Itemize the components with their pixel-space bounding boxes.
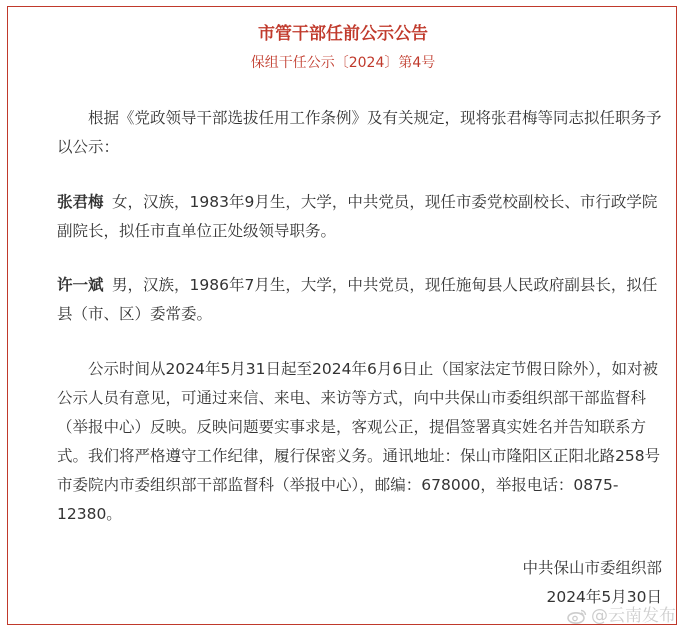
candidate-details: 女，汉族，1983年9月生，大学，中共党员，现任市委党校副校长、市行政学院副院长，拟任市直单位正处级领导职务。	[57, 193, 658, 240]
watermark	[567, 604, 676, 628]
candidate-details: 男，汉族，1986年7月生，大学，中共党员，现任施甸县人民政府副县长，拟任县（市、区）委常委。	[57, 276, 658, 323]
document-number: 保组干任公示〔2024〕第4号	[250, 55, 436, 71]
watermark-text: @云南发布	[591, 606, 676, 626]
signature-organization: 中共保山市委组织部	[522, 559, 662, 577]
candidate-paragraph	[57, 271, 669, 329]
publicity-paragraph: 公示时间从2024年5月31日起至2024年6月6日止（国家法定节假日除外），如对被公示人员有意见，可通过来信、来电、来访等方式，向中共保山市委组织部干部监督科（举报中心）反映。反映问题要实事求是，客观公正，提倡签署真实姓名并告知联系方式。我们将严格遵守工作纪律，履行保密义务。通讯地址：保山市隆阳区正阳北路258号市委院内市委组织部干部监督科（举报中心），邮编：678000，举报电话：0875-12380。	[57, 360, 661, 523]
signature-date: 2024年5月30日	[546, 588, 662, 606]
candidate-paragraph	[57, 188, 669, 246]
candidate-name: 张君梅	[57, 193, 104, 211]
intro-paragraph: 根据《党政领导干部选拔任用工作条例》及有关规定，现将张君梅等同志拟任职务予以公示：	[57, 109, 662, 156]
weibo-icon	[567, 608, 587, 624]
notice-title: 市管干部任前公示公告	[258, 24, 428, 44]
candidate-name: 许一斌	[57, 276, 104, 294]
